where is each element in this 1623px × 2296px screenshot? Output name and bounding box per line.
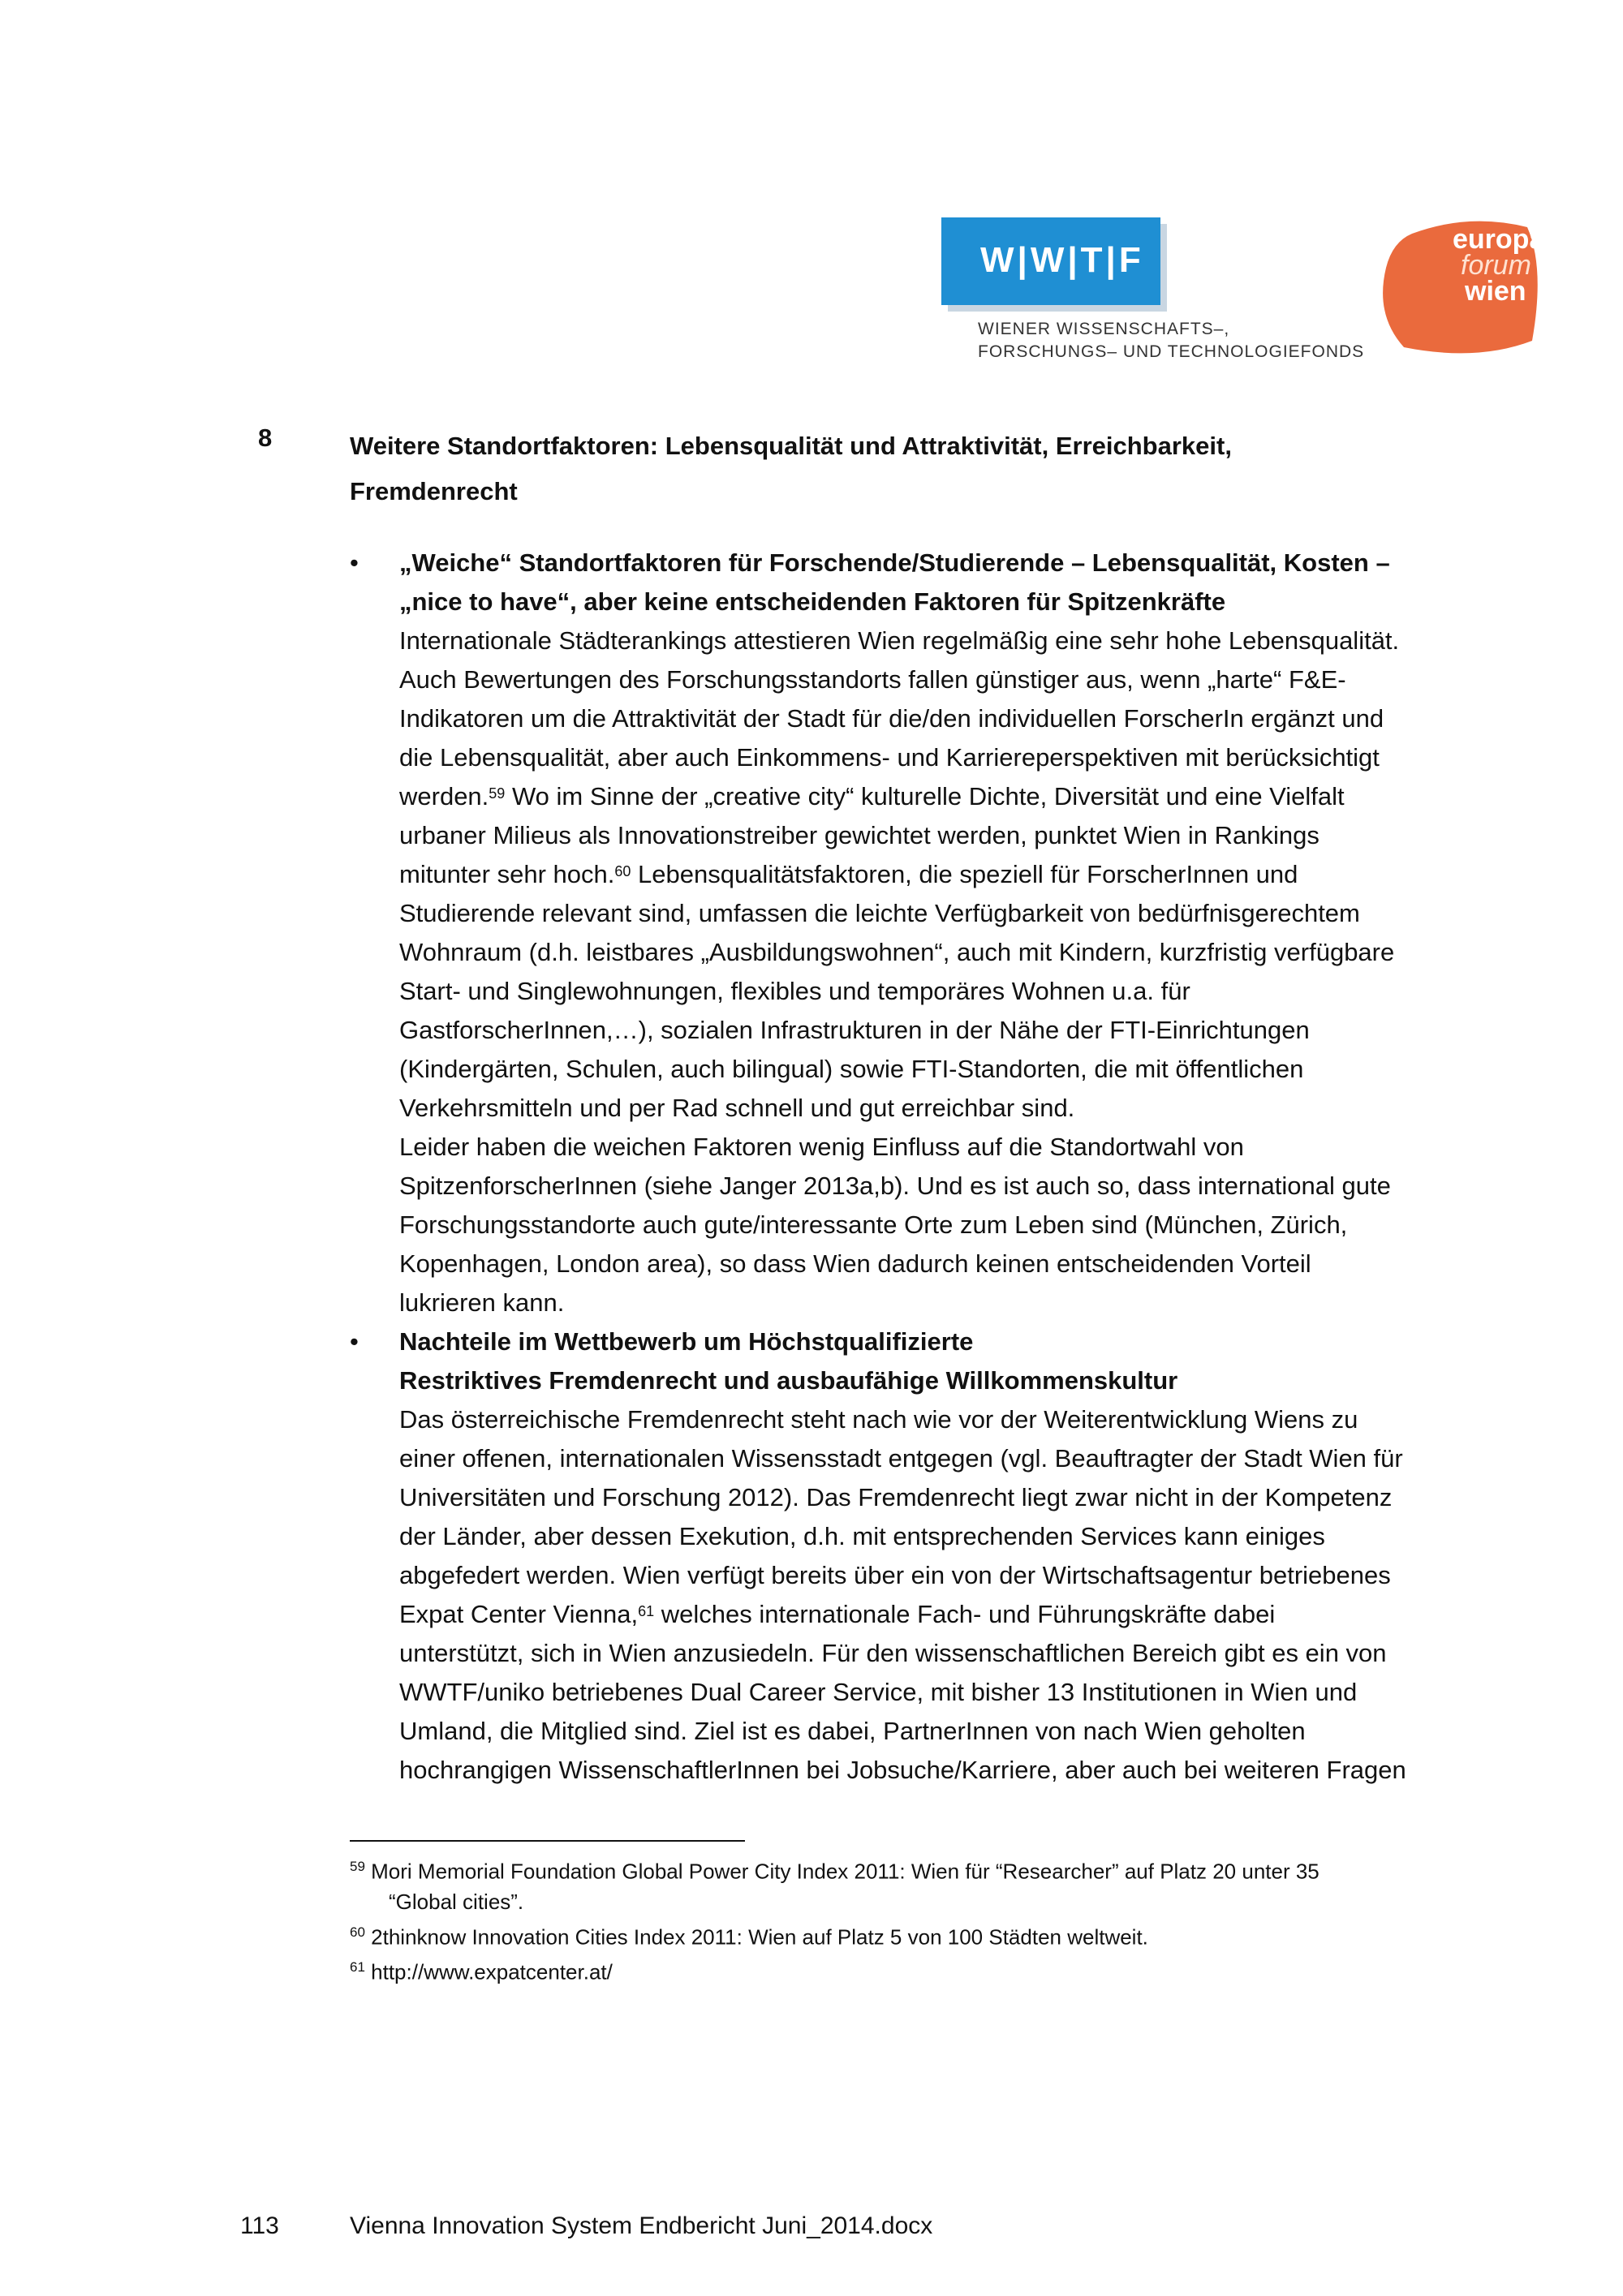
text-segment: mitunter sehr hoch.	[399, 860, 615, 888]
footnote-60	[350, 1917, 1551, 1953]
text-segment: Expat Center Vienna,	[399, 1600, 639, 1628]
text-segment: Wo im Sinne der „creative city“ kulturelle Dichte, Diversität und eine Vielfalt	[505, 782, 1345, 810]
footer-document-title: Vienna Innovation System Endbericht Juni_2014.docx	[350, 2212, 933, 2239]
wwtf-subtitle-line1: WIENER WISSENSCHAFTS–,	[978, 320, 1230, 338]
bullet-2-body-line: abgefedert werden. Wien verfügt bereits über ein von der Wirtschaftsagentur betriebenes	[399, 1561, 1391, 1589]
bullet-2-heading-line1: Nachteile im Wettbewerb um Höchstqualifizierte	[399, 1327, 974, 1356]
footnote-number: 59	[350, 1859, 365, 1874]
wwtf-logo	[941, 217, 1160, 305]
footnote-text-cont: “Global cities”.	[389, 1889, 524, 1914]
page-number: 113	[240, 2212, 279, 2239]
bullet-1-body-line: Internationale Städterankings attestieren Wien regelmäßig eine sehr hohe Lebensqualität.	[399, 626, 1400, 655]
bullet-1-heading-line1: „Weiche“ Standortfaktoren für Forschende/Studierende – Lebensqualität, Kosten –	[399, 548, 1390, 577]
bullet-1-body-line: Verkehrsmitteln und per Rad schnell und gut erreichbar sind.	[399, 1094, 1075, 1122]
bullet-1-body-line: Leider haben die weichen Faktoren wenig Einfluss auf die Standortwahl von	[399, 1133, 1244, 1161]
bullet-2-body-line: Universitäten und Forschung 2012). Das Fremdenrecht liegt zwar nicht in der Kompetenz	[399, 1483, 1393, 1511]
bullet-1-body-line: SpitzenforscherInnen (siehe Janger 2013a,b). Und es ist auch so, dass international gute	[399, 1172, 1391, 1200]
europa-logo-line1: europa	[1453, 224, 1545, 255]
text-segment: welches internationale Fach- und Führungskräfte dabei	[654, 1600, 1276, 1628]
footnote-link[interactable]: http://www.expatcenter.at/	[364, 1959, 613, 1984]
wwtf-subtitle-line2: FORSCHUNGS– UND TECHNOLOGIEFONDS	[978, 342, 1365, 361]
bullet-1-body-line: lukrieren kann.	[399, 1288, 565, 1317]
bullet-2-block	[399, 1322, 1552, 1790]
bullet-2-body-line: Das österreichische Fremdenrecht steht nach wie vor der Weiterentwicklung Wiens zu	[399, 1405, 1358, 1434]
text-segment: Lebensqualitätsfaktoren, die speziell für ForscherInnen und	[631, 860, 1298, 888]
section-number: 8	[258, 424, 273, 452]
section-title-line2: Fremdenrecht	[350, 477, 518, 505]
bullet-1-body-line: urbaner Milieus als Innovationstreiber gewichtet werden, punktet Wien in Rankings	[399, 821, 1319, 849]
footnote-59	[350, 1851, 1551, 1917]
footnotes	[350, 1851, 1551, 1988]
footnote-ref-60[interactable]: 60	[614, 863, 631, 879]
bullet-1-body-line: Start- und Singlewohnungen, flexibles und temporäres Wohnen u.a. für	[399, 977, 1190, 1005]
bullet-1-body-line: GastforscherInnen,…), sozialen Infrastrukturen in der Nähe der FTI-Einrichtungen	[399, 1016, 1310, 1044]
bullet-1-body-line	[399, 777, 1552, 816]
bullet-2-body-line: Umland, die Mitglied sind. Ziel ist es dabei, PartnerInnen von nach Wien geholten	[399, 1717, 1306, 1745]
bullet-2-body-line: unterstützt, sich in Wien anzusiedeln. Für den wissenschaftlichen Bereich gibt es ein von	[399, 1639, 1387, 1667]
wwtf-logo-text: W|W|T|F	[980, 240, 1144, 280]
footnote-text: Mori Memorial Foundation Global Power City Index 2011: Wien für “Researcher” auf Platz 20 unter 35	[364, 1859, 1319, 1884]
europa-logo-line3: wien	[1465, 276, 1526, 307]
bullet-1-body-line: Forschungsstandorte auch gute/interessante Orte zum Leben sind (München, Zürich,	[399, 1210, 1348, 1239]
footnote-number: 61	[350, 1959, 365, 1976]
bullet-1-heading-line2: „nice to have“, aber keine entscheidenden Faktoren für Spitzenkräfte	[399, 587, 1226, 616]
bullet-1-body-line	[399, 855, 1552, 894]
bullet-2-body-line: WWTF/uniko betriebenes Dual Career Service, mit bisher 13 Institutionen in Wien und	[399, 1678, 1358, 1706]
footnote-separator	[350, 1840, 745, 1842]
bullet-1-body-line: Wohnraum (d.h. leistbares „Ausbildungswohnen“, auch mit Kindern, kurzfristig verfügbare	[399, 938, 1395, 966]
footnote-text: 2thinknow Innovation Cities Index 2011: Wien auf Platz 5 von 100 Städten weltweit.	[364, 1924, 1148, 1950]
section-title	[350, 424, 1551, 514]
bullet-2-body-line: hochrangigen WissenschaftlerInnen bei Jobsuche/Karriere, aber auch bei weiteren Fragen	[399, 1756, 1406, 1784]
bullet-2-body-line: der Länder, aber dessen Exekution, d.h. mit entsprechenden Services kann einiges	[399, 1522, 1325, 1550]
bullet-1-marker: •	[350, 548, 359, 577]
bullet-2-marker: •	[350, 1327, 359, 1356]
bullet-2-body-line	[399, 1595, 1552, 1634]
bullet-1-block	[399, 544, 1552, 1322]
text-segment: werden.	[399, 782, 489, 810]
footnote-ref-61[interactable]: 61	[638, 1603, 655, 1619]
bullet-1-body-line: Indikatoren um die Attraktivität der Stadt für die/den individuellen ForscherIn ergänzt und	[399, 704, 1384, 733]
bullet-1-body-line: (Kindergärten, Schulen, auch bilingual) sowie FTI-Standorten, die mit öffentlichen	[399, 1055, 1304, 1083]
bullet-2-body-line: einer offenen, internationalen Wissensstadt entgegen (vgl. Beauftragter der Stadt Wien für	[399, 1444, 1403, 1473]
bullet-1-body-line: Kopenhagen, London area), so dass Wien dadurch keinen entscheidenden Vorteil	[399, 1249, 1311, 1278]
footnote-ref-59[interactable]: 59	[489, 785, 506, 802]
bullet-2-heading-line2: Restriktives Fremdenrecht und ausbaufähige Willkommenskultur	[399, 1366, 1178, 1395]
section-title-line1: Weitere Standortfaktoren: Lebensqualität und Attraktivität, Erreichbarkeit,	[350, 432, 1232, 460]
europa-logo-line2: forum	[1461, 250, 1531, 281]
footnote-61	[350, 1952, 1551, 1988]
bullet-1-body-line: Auch Bewertungen des Forschungsstandorts fallen günstiger aus, wenn „harte“ F&E-	[399, 665, 1346, 694]
bullet-1-body-line: Studierende relevant sind, umfassen die leichte Verfügbarkeit von bedürfnisgerechtem	[399, 899, 1360, 927]
bullet-1-body-line: die Lebensqualität, aber auch Einkommens- und Karriereperspektiven mit berücksichtigt	[399, 743, 1380, 772]
footnote-number: 60	[350, 1924, 365, 1940]
